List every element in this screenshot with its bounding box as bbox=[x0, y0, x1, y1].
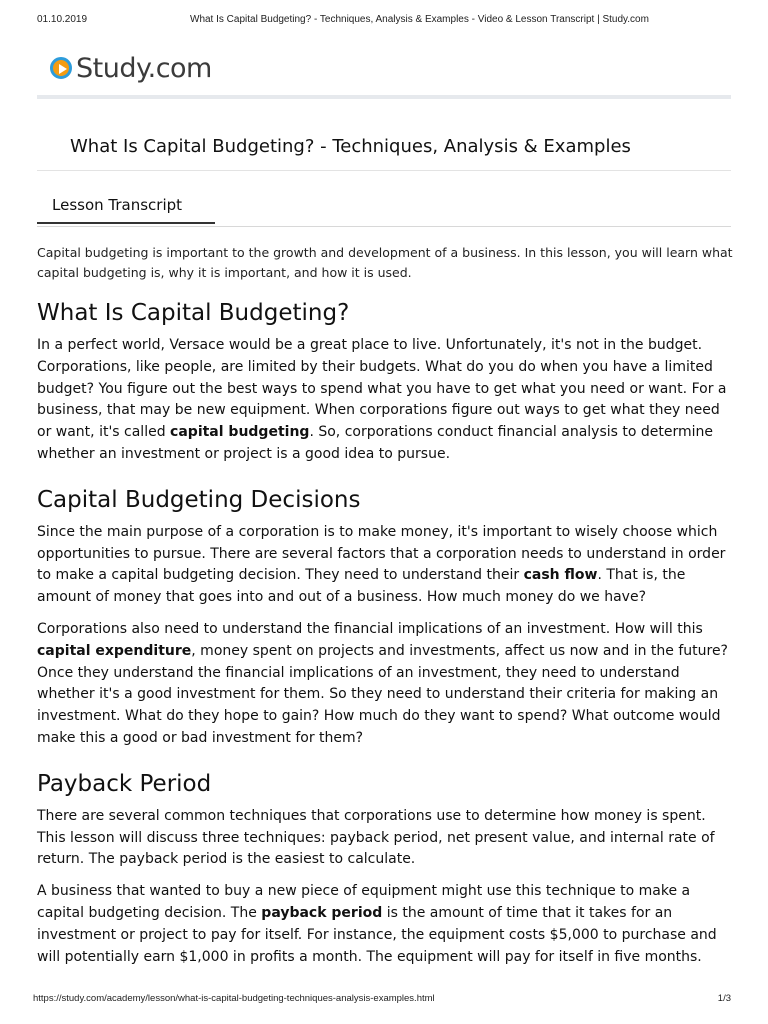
title-divider bbox=[37, 170, 731, 171]
intro-paragraph: Capital budgeting is important to the growth and development of a business. In this lesson, you will learn what capital budgeting is, why it is important, and how it is used. bbox=[37, 245, 733, 280]
tab-label: Lesson Transcript bbox=[52, 196, 183, 214]
key-term: capital budgeting bbox=[170, 424, 310, 441]
header-divider bbox=[37, 95, 731, 99]
study-logo-icon bbox=[50, 57, 72, 79]
print-footer bbox=[33, 993, 731, 1007]
print-date: 01.10.2019 bbox=[37, 14, 88, 25]
body-paragraph: A business that wanted to buy a new piece of equipment might use this technique to make a capital budgeting decision. The payback period is the amount of time that it takes for an investment or project to pay for itself. For instance, the equipment costs $5,000 to purchase and will potentially earn $1,000 in profits a month. The equipment will pay for itself in five months. bbox=[37, 883, 717, 965]
key-term: payback period bbox=[261, 904, 383, 921]
section-heading: Payback Period bbox=[37, 770, 212, 797]
site-logo[interactable] bbox=[50, 51, 212, 85]
body-paragraph: Since the main purpose of a corporation is to make money, it's important to wisely choose which opportunities to pursue. There are several factors that a corporation needs to understand in order to make a capital budgeting decision. They need to understand their cash flow. That is, the amount of money that goes into and out of a business. How much money do we have? bbox=[37, 523, 726, 606]
print-url: https://study.com/academy/lesson/what-is-capital-budgeting-techniques-analysis-examples.html bbox=[33, 993, 435, 1004]
section-heading: Capital Budgeting Decisions bbox=[37, 486, 361, 513]
key-term: capital expenditure bbox=[37, 642, 192, 659]
print-header bbox=[37, 14, 731, 30]
article-content bbox=[37, 243, 733, 978]
key-term: cash flow bbox=[523, 567, 598, 584]
page-title: What Is Capital Budgeting? - Techniques, Analysis & Examples bbox=[70, 136, 631, 157]
section-heading: What Is Capital Budgeting? bbox=[37, 300, 350, 326]
body-paragraph: There are several common techniques that corporations use to determine how money is spent. This lesson will discuss three techniques: payback period, net present value, and internal rate of return. The payback period is the easiest to calculate. bbox=[37, 807, 715, 868]
tab-bar bbox=[37, 196, 731, 227]
tab-lesson-transcript[interactable] bbox=[37, 196, 215, 224]
print-page-title: What Is Capital Budgeting? - Techniques, Analysis & Examples - Video & Lesson Transcript | Study.com bbox=[190, 14, 649, 25]
body-paragraph: In a perfect world, Versace would be a great place to live. Unfortunately, it's not in the budget. Corporations, like people, are limited by their budgets. What do you do when you have a limited budget? You figure out the best ways to spend what you have to get what you need or want. For a business, that may be new equipment. When corporations figure out ways to get what they need or want, it's called capital budgeting. So, corporations conduct financial analysis to determine whether an investment or project is a good idea to pursue. bbox=[37, 337, 727, 462]
site-logo-text: Study.com bbox=[76, 52, 212, 84]
body-paragraph: Corporations also need to understand the financial implications of an investment. How will this capital expenditure, money spent on projects and investments, affect us now and in the future? Once they understand the financial implications of an investment, they need to understand whether it's a good investment for them. So they need to understand their criteria for making an investment. What do they hope to gain? How much do they want to spend? What outcome would make this a good or bad investment for them? bbox=[37, 620, 728, 746]
page-number: 1/3 bbox=[717, 993, 731, 1004]
